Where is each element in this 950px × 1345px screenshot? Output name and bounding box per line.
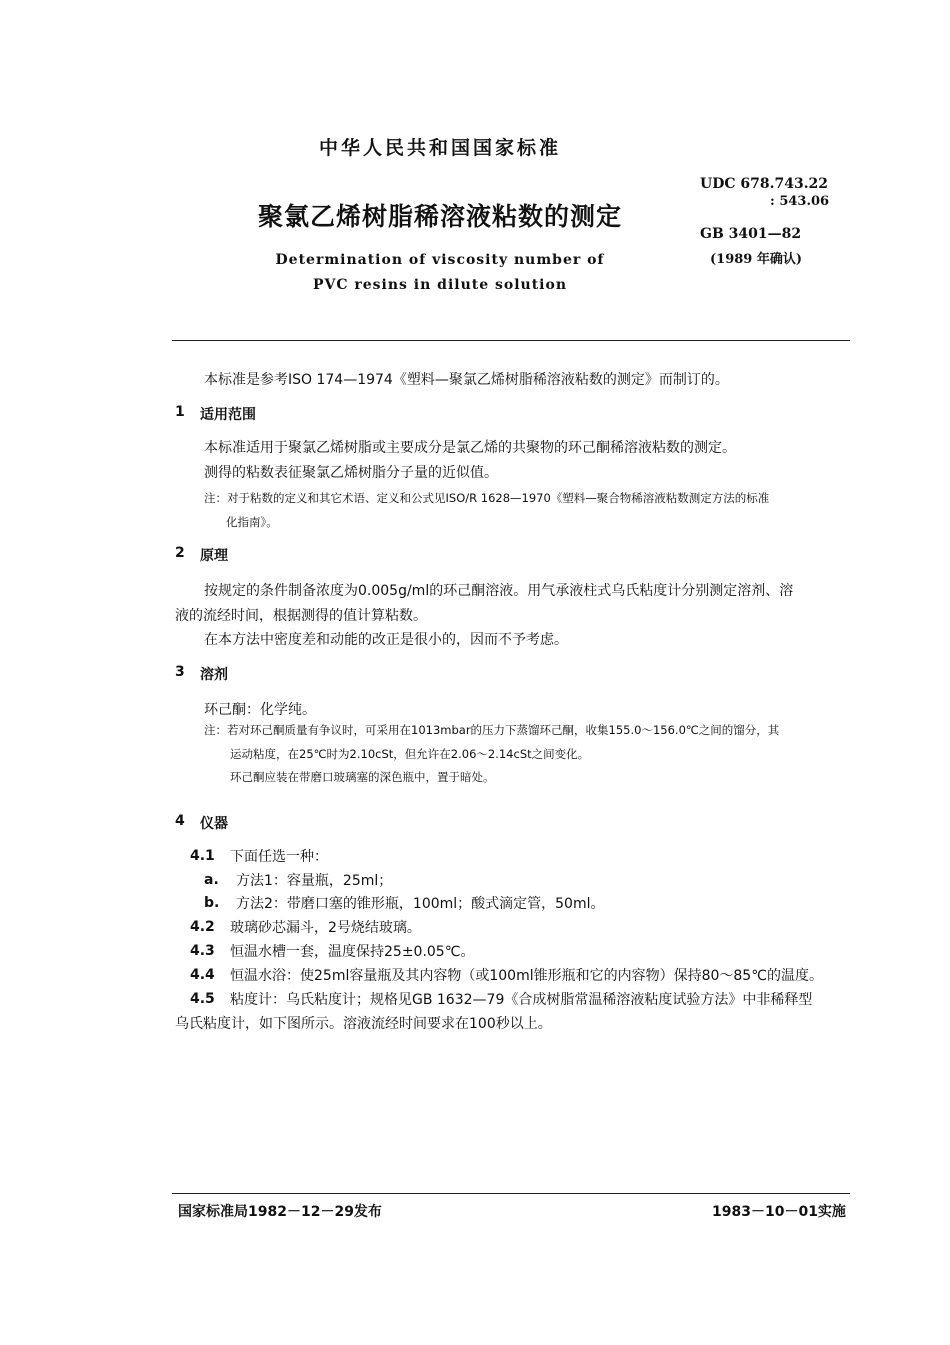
issue-date: 国家标准局1982－12－29发布 xyxy=(178,1204,382,1220)
item-4-4-number: 4.4 xyxy=(190,967,215,983)
section-3-note-line-2: 运动粘度，在25℃时为2.10cSt，但允许在2.06～2.14cSt之间变化。 xyxy=(230,747,590,761)
document-title-cn: 聚氯乙烯树脂稀溶液粘数的测定 xyxy=(257,202,622,231)
section-4-title: 仪器 xyxy=(200,816,228,832)
section-2-title: 原理 xyxy=(200,548,228,564)
national-standard-label: 中华人民共和国国家标准 xyxy=(318,137,561,159)
item-4-2-text: 玻璃砂芯漏斗，2号烧结玻璃。 xyxy=(230,920,421,936)
section-3-para-1: 环己酮：化学纯。 xyxy=(204,702,316,718)
section-2-para-1-line-1: 按规定的条件制备浓度为0.005g/ml的环己酮溶液。用气承液柱式乌氏粘度计分别测定溶剂、溶 xyxy=(204,583,794,599)
udc-code: UDC 678.743.22 xyxy=(700,176,829,192)
implementation-date: 1983－10－01实施 xyxy=(712,1204,846,1220)
item-b-label: b. xyxy=(204,895,220,911)
item-4-4-text: 恒温水浴：使25ml容量瓶及其内容物（或100ml锥形瓶和它的内容物）保持80～85℃的温度。 xyxy=(230,968,823,984)
item-b-text: 方法2：带磨口塞的锥形瓶，100ml；酸式滴定管，50ml。 xyxy=(236,896,605,912)
gb-number: GB 3401—82 xyxy=(700,226,802,242)
intro-paragraph: 本标准是参考ISO 174—1974《塑料—聚氯乙烯树脂稀溶液粘数的测定》而制订的。 xyxy=(204,372,729,388)
section-1-para-1: 本标准适用于聚氯乙烯树脂或主要成分是氯乙烯的共聚物的环己酮稀溶液粘数的测定。 xyxy=(204,440,736,456)
item-4-1-number: 4.1 xyxy=(190,848,215,864)
section-1-note-line-2: 化指南》。 xyxy=(226,515,278,529)
section-3-note-line-1: 注：若对环己酮质量有争议时，可采用在1013mbar的压力下蒸馏环己酮，收集155.0～156.0℃之间的馏分，其 xyxy=(204,723,780,737)
confirmation-year: (1989 年确认) xyxy=(710,252,803,267)
footer-divider xyxy=(172,1193,850,1194)
section-1-para-2: 测得的粘数表征聚氯乙烯树脂分子量的近似值。 xyxy=(204,465,498,481)
section-1-title: 适用范围 xyxy=(200,407,256,423)
title-en-line-1: Determination of viscosity number of xyxy=(275,252,605,268)
section-3-number: 3 xyxy=(175,664,185,680)
item-4-3-number: 4.3 xyxy=(190,943,215,959)
item-a-text: 方法1：容量瓶，25ml； xyxy=(236,873,393,889)
item-4-3-text: 恒温水槽一套，温度保持25±0.05℃。 xyxy=(230,944,475,960)
section-3-title: 溶剂 xyxy=(200,667,228,683)
header-divider xyxy=(172,340,850,341)
section-1-number: 1 xyxy=(175,404,185,420)
section-2-para-2: 在本方法中密度差和动能的改正是很小的，因而不予考虑。 xyxy=(204,632,568,648)
section-2-para-1-line-2: 液的流经时间，根据测得的值计算粘数。 xyxy=(175,608,427,624)
section-2-number: 2 xyxy=(175,545,185,561)
title-en-line-2: PVC resins in dilute solution xyxy=(312,277,568,293)
item-a-label: a. xyxy=(204,872,219,888)
item-4-5-number: 4.5 xyxy=(190,991,215,1007)
udc-code-continuation: : 543.06 xyxy=(770,194,830,209)
item-4-2-number: 4.2 xyxy=(190,919,215,935)
section-1-note-line-1: 注：对于粘数的定义和其它术语、定义和公式见ISO/R 1628—1970《塑料—聚合物稀溶液粘数测定方法的标准 xyxy=(204,491,770,505)
item-4-1-text: 下面任选一种： xyxy=(230,849,328,865)
item-4-5-text: 粘度计：乌氏粘度计；规格见GB 1632—79《合成树脂常温稀溶液粘度试验方法》中非稀释型 xyxy=(230,992,813,1008)
item-4-5-text-line-2: 乌氏粘度计，如下图所示。溶液流经时间要求在100秒以上。 xyxy=(175,1016,552,1032)
section-3-note-line-3: 环己酮应装在带磨口玻璃塞的深色瓶中，置于暗处。 xyxy=(230,770,495,784)
section-4-number: 4 xyxy=(175,813,185,829)
